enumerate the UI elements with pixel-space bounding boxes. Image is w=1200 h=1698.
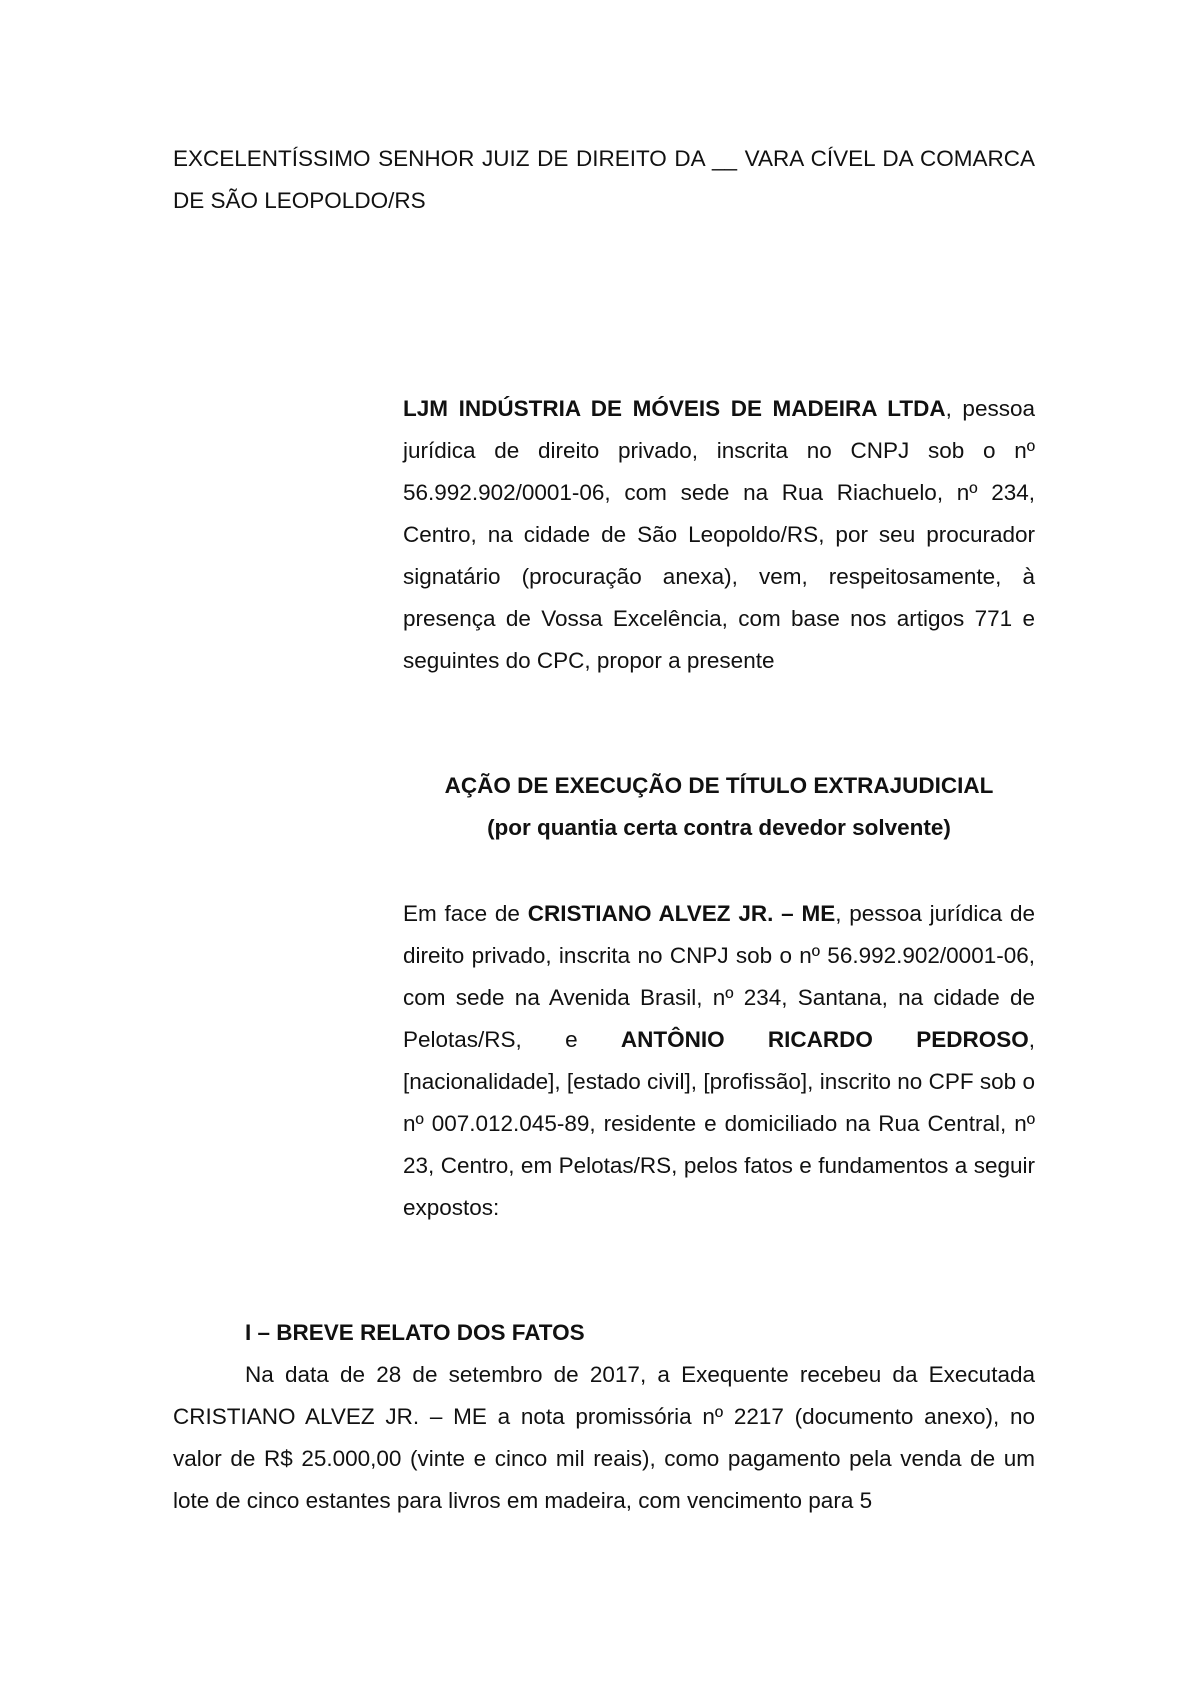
action-title: AÇÃO DE EXECUÇÃO DE TÍTULO EXTRAJUDICIAL xyxy=(444,773,994,798)
section-heading-facts: I – BREVE RELATO DOS FATOS xyxy=(245,1320,585,1345)
defendant-company-qualification: , pessoa jurídica de direito privado, inscrita no CNPJ sob o nº 56.992.902/0001-06, com sede na Avenida Brasil, nº 234, Santana, na cidade de Pelotas/RS, e xyxy=(403,901,1035,1052)
defendant-intro: Em face de xyxy=(403,901,528,926)
defendant-paragraph xyxy=(403,893,1035,1229)
action-title-block xyxy=(403,765,1035,849)
action-subtitle: (por quantia certa contra devedor solvente) xyxy=(487,815,951,840)
defendant-name-person: ANTÔNIO RICARDO PEDROSO xyxy=(620,1027,1029,1052)
defendant-person-qualification: , [nacionalidade], [estado civil], [profissão], inscrito no CPF sob o nº 007.012.045-89, residente e domiciliado na Rua Central, nº 23, Centro, em Pelotas/RS, pelos fatos e fundamentos a seguir expostos: xyxy=(403,1027,1036,1220)
defendant-name-company: CRISTIANO ALVEZ JR. – ME xyxy=(527,901,836,926)
facts-paragraph: Na data de 28 de setembro de 2017, a Exequente recebeu da Executada CRISTIANO ALVEZ JR. – ME a nota promissória nº 2217 (documento anexo), no valor de R$ 25.000,00 (vinte e cinco mil reais), como pagamento pela venda de um lote de cinco estantes para livros em madeira, com vencimento para 5 xyxy=(173,1362,1035,1513)
plaintiff-name: LJM INDÚSTRIA DE MÓVEIS DE MADEIRA LTDA xyxy=(403,396,946,421)
plaintiff-paragraph xyxy=(403,388,1035,682)
addressee-heading: EXCELENTÍSSIMO SENHOR JUIZ DE DIREITO DA __ VARA CÍVEL DA COMARCA DE SÃO LEOPOLDO/RS xyxy=(173,146,1035,213)
plaintiff-qualification: , pessoa jurídica de direito privado, inscrita no CNPJ sob o nº 56.992.902/0001-06, com sede na Rua Riachuelo, nº 234, Centro, na cidade de São Leopoldo/RS, por seu procurador signatário (procuração anexa), vem, respeitosamente, à presença de Vossa Excelência, com base nos artigos 771 e seguintes do CPC, propor a presente xyxy=(403,396,1035,673)
